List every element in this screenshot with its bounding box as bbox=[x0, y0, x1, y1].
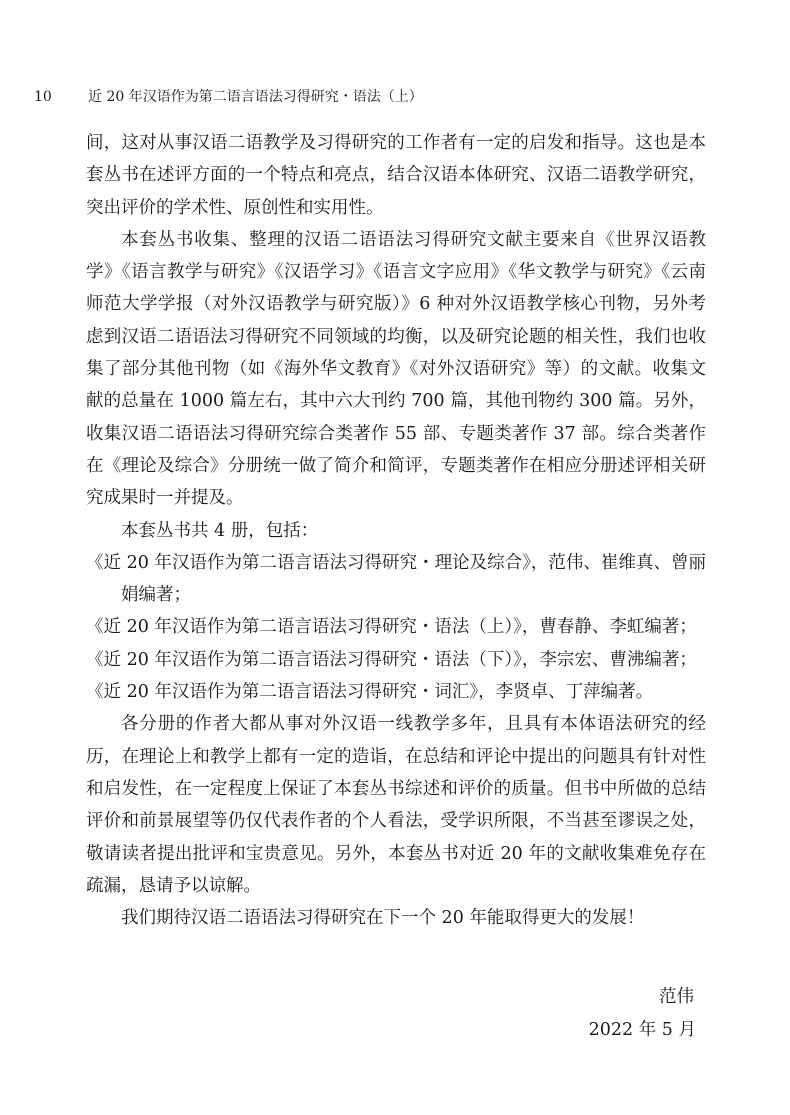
paragraph-continuation: 间，这对从事汉语二语教学及习得研究的工作者有一定的启发和指导。这也是本套丛书在述评方面的一个特点和亮点，结合汉语本体研究、汉语二语教学研究，突出评价的学术性、原创性和实用性。 bbox=[86, 133, 706, 218]
volume-item-vocabulary: 《近 20 年汉语作为第二语言语法习得研究・词汇》，李贤卓、丁萍编著。 bbox=[86, 682, 654, 703]
paragraph-sources: 本套丛书收集、整理的汉语二语语法习得研究文献主要来自《世界汉语教学》《语言教学与研究》《汉语学习》《语言文字应用》《华文教学与研究》《云南师范大学学报（对外汉语教学与研究版）》6 种对外汉语教学核心刊物，另外考虑到汉语二语语法习得研究不同领域的均衡，以及研究论题的相关性，我们也收集了部分其他刊物（如《海外华文教育》《对外汉语研究》等）的文献。收集文献的总量在 1000 篇左右，其中六大刊约 700 篇，其他刊物约 300 篇。另外，收集汉语二语语法习得研究综合类著作 55 部、专题类著作 37 部。综合类著作在《理论及综合》分册统一做了简介和简评，专题类著作在相应分册述评相关研究成果时一并提及。 bbox=[86, 229, 706, 509]
volume-item-grammar-1: 《近 20 年汉语作为第二语言语法习得研究・语法（上）》，曹春静、李虹编著； bbox=[86, 617, 697, 638]
page-number: 10 bbox=[34, 89, 52, 105]
paragraph-authors: 各分册的作者大都从事对外汉语一线教学多年，且具有本体语法研究的经历，在理论上和教学上都有一定的造诣，在总结和评论中提出的问题具有针对性和启发性，在一定程度上保证了本套丛书综述和评价的质量。但书中所做的总结评价和前景展望等仍仅代表作者的个人看法，受学识所限，不当甚至谬误之处，敬请读者提出批评和宝贵意见。另外，本套丛书对近 20 年的文献收集难免存在疏漏，恳请予以谅解。 bbox=[86, 714, 706, 896]
body-text bbox=[86, 127, 706, 934]
paragraph-closing: 我们期待汉语二语语法习得研究在下一个 20 年能取得更大的发展！ bbox=[121, 908, 645, 929]
volume-item-grammar-2: 《近 20 年汉语作为第二语言语法习得研究・语法（下）》，李宗宏、曹沸编著； bbox=[86, 649, 697, 670]
volume-item-theory: 《近 20 年汉语作为第二语言语法习得研究・理论及综合》，范伟、崔维真、曾丽娟编著； bbox=[86, 552, 706, 606]
signature-date: 2022 年 5 月 bbox=[588, 1020, 696, 1040]
signature-name: 范伟 bbox=[659, 987, 694, 1007]
paragraph-series-intro: 本套丛书共 4 册，包括： bbox=[121, 520, 319, 541]
running-header bbox=[34, 89, 423, 105]
running-title: 近 20 年汉语作为第二语言语法习得研究・语法（上） bbox=[88, 89, 423, 105]
